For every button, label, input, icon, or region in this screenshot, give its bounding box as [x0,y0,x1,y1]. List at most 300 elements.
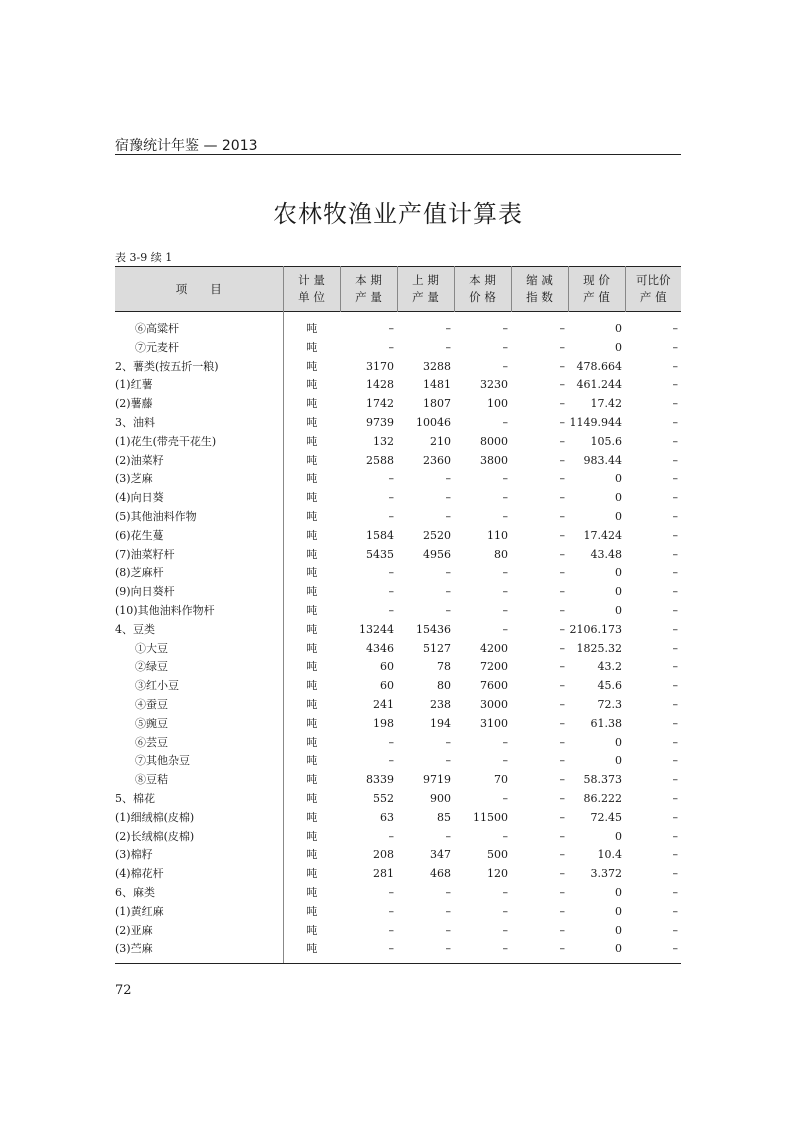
row-current-price: – [502,829,508,843]
row-previous-output: 194 [430,716,451,730]
row-current-output: 281 [373,867,394,881]
row-current-output: – [388,509,394,523]
row-current-output: 198 [373,716,394,730]
table-row [115,546,681,565]
row-item: (2)亚麻 [115,923,153,937]
row-current-value: 1825.32 [576,641,622,655]
row-unit: 吨 [283,489,340,508]
row-item: (3)芝麻 [115,472,153,486]
row-comparable-value: – [672,359,678,373]
row-previous-output: – [445,942,451,956]
row-current-output: 13244 [359,622,394,636]
row-deflator-index: – [559,660,565,674]
row-comparable-value: – [672,829,678,843]
table-row [115,433,681,452]
row-previous-output: 5127 [423,641,451,655]
table-row [115,621,681,640]
row-item: ③红小豆 [135,679,179,693]
row-item: (4)向日葵 [115,491,164,505]
table-row [115,489,681,508]
row-current-output: 63 [380,810,394,824]
row-deflator-index: – [559,923,565,937]
row-current-value: 43.48 [590,547,622,561]
row-unit: 吨 [283,564,340,583]
row-previous-output: – [445,322,451,335]
row-comparable-value: – [672,641,678,655]
row-deflator-index: – [559,754,565,768]
row-current-output: – [388,603,394,617]
row-current-price: 100 [487,397,508,411]
row-unit: 吨 [283,339,340,358]
row-current-output: – [388,923,394,937]
row-unit: 吨 [283,809,340,828]
row-comparable-value: – [672,867,678,881]
row-current-value: 17.42 [590,397,622,411]
row-current-value: 461.244 [576,378,622,392]
row-current-value: 10.4 [597,848,622,862]
row-current-value: 0 [615,904,622,918]
row-current-output: 60 [380,679,394,693]
row-current-output: 1428 [366,378,394,392]
row-comparable-value: – [672,679,678,693]
row-previous-output: 10046 [416,415,451,429]
row-current-price: 3800 [480,453,508,467]
row-unit: 吨 [283,677,340,696]
row-unit: 吨 [283,470,340,489]
row-current-value: 0 [615,603,622,617]
table-row [115,846,681,865]
column-header-comparable-value [625,267,681,312]
row-item: (9)向日葵杆 [115,585,175,599]
table-row [115,677,681,696]
row-previous-output: – [445,904,451,918]
row-current-output: – [388,885,394,899]
row-previous-output: – [445,472,451,486]
row-previous-output: – [445,735,451,749]
table-label: 表 3-9 续 1 [115,251,173,264]
column-header-line1: 现 价 [583,273,610,287]
row-deflator-index: – [559,378,565,392]
row-deflator-index: – [559,810,565,824]
row-item: ⑦元麦杆 [135,340,179,354]
table-row [115,809,681,828]
table-row [115,339,681,358]
row-deflator-index: – [559,679,565,693]
row-deflator-index: – [559,829,565,843]
row-previous-output: – [445,491,451,505]
row-deflator-index: – [559,509,565,523]
row-current-value: 0 [615,923,622,937]
row-deflator-index: – [559,603,565,617]
row-deflator-index: – [559,453,565,467]
table-body [115,312,681,964]
row-comparable-value: – [672,923,678,937]
row-item: ⑤豌豆 [135,716,168,730]
row-item: (3)棉籽 [115,848,153,862]
row-current-price: 7600 [480,679,508,693]
row-current-value: 86.222 [583,791,622,805]
table-row [115,884,681,903]
row-current-output: – [388,829,394,843]
row-current-value: 0 [615,472,622,486]
table-row [115,527,681,546]
data-table [115,266,681,963]
row-item: (2)长绒棉(皮棉) [115,829,195,843]
row-deflator-index: – [559,472,565,486]
row-unit: 吨 [283,865,340,884]
row-comparable-value: – [672,848,678,862]
row-item: (6)花生蔓 [115,528,164,542]
row-item: ⑧豆秸 [135,773,168,787]
row-unit: 吨 [283,414,340,433]
row-previous-output: 468 [430,867,451,881]
row-previous-output: – [445,566,451,580]
table-row [115,715,681,734]
row-deflator-index: – [559,848,565,862]
row-current-value: 0 [615,735,622,749]
row-previous-output: 85 [437,810,451,824]
table-row [115,940,681,963]
table-row [115,602,681,621]
row-previous-output: – [445,585,451,599]
column-header-line1: 本 期 [469,273,496,287]
row-item: (8)芝麻杆 [115,566,164,580]
row-deflator-index: – [559,867,565,881]
row-unit: 吨 [283,734,340,753]
row-current-output: 4346 [366,641,394,655]
row-item: (1)细绒棉(皮棉) [115,810,195,824]
row-comparable-value: – [672,566,678,580]
table-row [115,452,681,471]
column-header-unit [283,267,340,312]
row-comparable-value: – [672,528,678,542]
row-unit: 吨 [283,452,340,471]
row-current-output: – [388,472,394,486]
row-current-price: – [502,603,508,617]
row-previous-output: 15436 [416,622,451,636]
table-row [115,696,681,715]
row-unit: 吨 [283,940,340,963]
row-deflator-index: – [559,585,565,599]
table-row [115,358,681,377]
row-current-price: – [502,472,508,486]
row-current-value: 478.664 [576,359,622,373]
row-previous-output: – [445,923,451,937]
row-previous-output: – [445,885,451,899]
row-previous-output: 238 [430,697,451,711]
column-header-line1: 缩 减 [526,273,553,287]
table-row [115,583,681,602]
row-current-price: 7200 [480,660,508,674]
data-table-container [115,266,681,964]
column-header-line2: 价 格 [469,290,496,304]
row-previous-output: – [445,340,451,354]
row-unit: 吨 [283,771,340,790]
row-deflator-index: – [559,491,565,505]
row-comparable-value: – [672,810,678,824]
column-header-current-price [454,267,511,312]
row-unit: 吨 [283,621,340,640]
row-current-output: – [388,566,394,580]
row-current-price: 500 [487,848,508,862]
column-header-item [115,267,283,312]
row-comparable-value: – [672,509,678,523]
row-current-price: 11500 [473,810,508,824]
row-item: 5、棉花 [115,791,155,805]
row-current-value: 0 [615,566,622,580]
row-current-value: 0 [615,885,622,899]
row-deflator-index: – [559,942,565,956]
row-current-output: 3170 [366,359,394,373]
row-previous-output: 2360 [423,453,451,467]
row-comparable-value: – [672,472,678,486]
column-header-line1: 上 期 [412,273,439,287]
row-current-price: – [502,322,508,335]
row-current-output: 8339 [366,773,394,787]
row-previous-output: 900 [430,791,451,805]
row-unit: 吨 [283,433,340,452]
row-current-output: – [388,942,394,956]
table-row [115,658,681,677]
table-row [115,752,681,771]
row-unit: 吨 [283,376,340,395]
row-comparable-value: – [672,885,678,899]
row-previous-output: 1807 [423,397,451,411]
row-item: (4)棉花杆 [115,867,164,881]
row-item: (1)黄红麻 [115,904,164,918]
row-comparable-value: – [672,735,678,749]
column-header-line1: 本 期 [355,273,382,287]
column-header-line1: 计 量 [298,273,325,287]
row-previous-output: 1481 [423,378,451,392]
row-current-output: – [388,754,394,768]
row-current-output: 1584 [366,528,394,542]
table-row [115,828,681,847]
row-previous-output: – [445,754,451,768]
column-header-current-value [568,267,625,312]
row-current-price: – [502,359,508,373]
row-comparable-value: – [672,773,678,787]
row-current-price: 3000 [480,697,508,711]
row-current-output: – [388,340,394,354]
row-current-price: – [502,885,508,899]
row-comparable-value: – [672,585,678,599]
row-unit: 吨 [283,846,340,865]
row-current-price: 3100 [480,716,508,730]
row-item: 4、豆类 [115,622,155,636]
table-row [115,734,681,753]
row-comparable-value: – [672,716,678,730]
row-comparable-value: – [672,791,678,805]
row-comparable-value: – [672,415,678,429]
table-row [115,312,681,339]
row-current-output: 552 [373,791,394,805]
column-header-line2: 指 数 [526,290,553,304]
row-current-price: – [502,754,508,768]
row-item: 3、油料 [115,415,155,429]
row-current-value: 2106.173 [569,622,622,636]
row-unit: 吨 [283,828,340,847]
row-current-price: 110 [487,528,508,542]
row-deflator-index: – [559,359,565,373]
table-row [115,564,681,583]
row-comparable-value: – [672,397,678,411]
row-unit: 吨 [283,312,340,339]
row-unit: 吨 [283,715,340,734]
table-row [115,395,681,414]
row-deflator-index: – [559,697,565,711]
row-current-price: 70 [494,773,508,787]
row-item: ②绿豆 [135,660,168,674]
table-row [115,922,681,941]
row-item: (7)油菜籽杆 [115,547,175,561]
header-row [115,267,681,312]
row-current-price: – [502,566,508,580]
row-item: ⑥高粱杆 [135,322,179,335]
row-previous-output: 210 [430,434,451,448]
column-header-current-output [340,267,397,312]
column-header-previous-output [397,267,454,312]
row-current-output: 132 [373,434,394,448]
column-header-line2: 产 量 [412,290,439,304]
row-unit: 吨 [283,583,340,602]
row-current-price: – [502,923,508,937]
row-current-output: 9739 [366,415,394,429]
row-current-price: 3230 [480,378,508,392]
row-deflator-index: – [559,622,565,636]
row-deflator-index: – [559,566,565,580]
row-current-value: 0 [615,509,622,523]
row-comparable-value: – [672,754,678,768]
row-deflator-index: – [559,547,565,561]
row-current-value: 72.3 [597,697,622,711]
row-comparable-value: – [672,904,678,918]
page-title: 农林牧渔业产值计算表 [273,200,523,228]
column-header-line2: 产 值 [639,290,667,304]
row-unit: 吨 [283,790,340,809]
row-deflator-index: – [559,773,565,787]
table-row [115,470,681,489]
row-current-value: 17.424 [583,528,622,542]
row-current-output: 208 [373,848,394,862]
row-unit: 吨 [283,922,340,941]
row-unit: 吨 [283,903,340,922]
column-header-line1: 项 目 [175,281,222,296]
row-unit: 吨 [283,602,340,621]
row-comparable-value: – [672,547,678,561]
row-comparable-value: – [672,378,678,392]
row-comparable-value: – [672,697,678,711]
row-current-value: 0 [615,754,622,768]
running-header: 宿豫统计年鉴 — 2013 [115,138,258,154]
row-previous-output: 78 [437,660,451,674]
row-previous-output: – [445,509,451,523]
row-unit: 吨 [283,527,340,546]
row-current-value: 0 [615,491,622,505]
row-unit: 吨 [283,358,340,377]
row-deflator-index: – [559,791,565,805]
row-comparable-value: – [672,491,678,505]
header-rule [115,154,681,155]
row-current-value: 58.373 [583,773,622,787]
row-current-value: 983.44 [583,453,622,467]
row-unit: 吨 [283,640,340,659]
table-row [115,508,681,527]
row-unit: 吨 [283,508,340,527]
row-item: 2、薯类(按五折一粮) [115,359,219,373]
table-row [115,376,681,395]
table-row [115,903,681,922]
row-previous-output: 3288 [423,359,451,373]
row-current-price: – [502,491,508,505]
row-current-price: – [502,791,508,805]
row-current-value: 72.45 [590,810,622,824]
row-item: ④蚕豆 [135,697,168,711]
row-current-output: – [388,735,394,749]
row-previous-output: 80 [437,679,451,693]
row-current-price: – [502,585,508,599]
row-deflator-index: – [559,340,565,354]
row-deflator-index: – [559,397,565,411]
row-unit: 吨 [283,884,340,903]
table-header [115,267,681,312]
row-item: (10)其他油料作物杆 [115,603,215,617]
row-deflator-index: – [559,885,565,899]
row-deflator-index: – [559,528,565,542]
table-row [115,865,681,884]
row-current-output: 241 [373,697,394,711]
row-current-value: 3.372 [590,867,622,881]
row-current-price: – [502,340,508,354]
table-row [115,640,681,659]
row-previous-output: 4956 [423,547,451,561]
row-current-value: 43.2 [597,660,622,674]
column-header-line2: 产 量 [355,290,382,304]
row-item: (1)红薯 [115,378,153,392]
row-deflator-index: – [559,322,565,335]
row-comparable-value: – [672,322,678,335]
table-row [115,790,681,809]
row-comparable-value: – [672,942,678,956]
row-comparable-value: – [672,622,678,636]
row-unit: 吨 [283,546,340,565]
row-current-value: 105.6 [590,434,622,448]
row-previous-output: 2520 [423,528,451,542]
row-current-value: 0 [615,829,622,843]
row-comparable-value: – [672,603,678,617]
row-current-output: – [388,904,394,918]
row-unit: 吨 [283,395,340,414]
row-current-output: – [388,322,394,335]
row-current-output: 60 [380,660,394,674]
row-deflator-index: – [559,641,565,655]
row-current-value: 1149.944 [569,415,622,429]
row-current-price: 80 [494,547,508,561]
row-item: (3)苎麻 [115,942,153,956]
row-comparable-value: – [672,434,678,448]
table-row [115,771,681,790]
row-current-price: – [502,942,508,956]
row-previous-output: – [445,829,451,843]
row-unit: 吨 [283,696,340,715]
row-comparable-value: – [672,453,678,467]
row-deflator-index: – [559,434,565,448]
row-current-output: – [388,491,394,505]
column-header-line2: 产 值 [583,290,610,304]
row-current-output: 2588 [366,453,394,467]
table-row [115,414,681,433]
row-current-price: – [502,622,508,636]
